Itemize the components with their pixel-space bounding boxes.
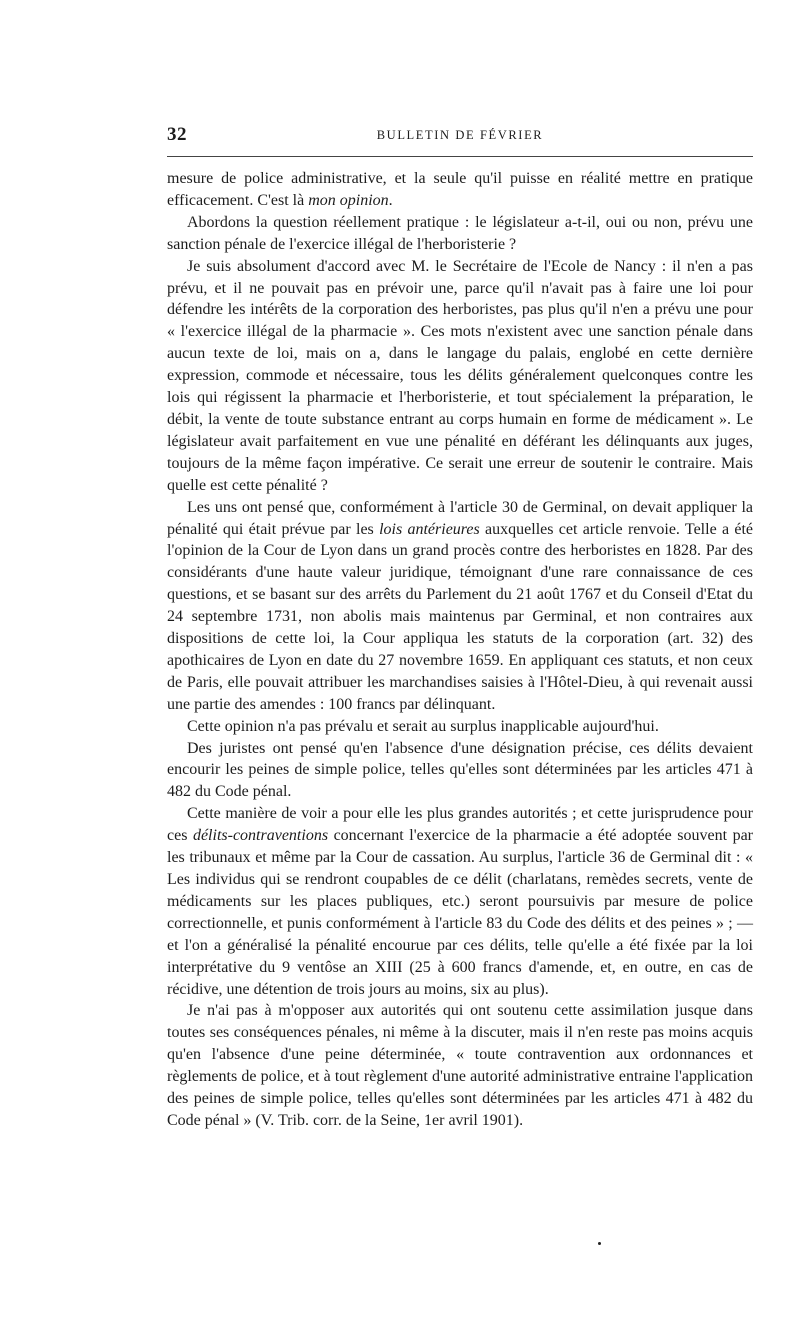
italic-text: délits-contraventions xyxy=(192,827,329,845)
header-rule xyxy=(167,156,753,157)
paragraph xyxy=(167,497,753,716)
paragraph xyxy=(167,212,753,256)
paragraph-text: Je suis absolument d'accord avec M. le Secrétaire de l'Ecole de Nancy : il n'en a pas prévu, et il ne pouvait pas en prévoir une, parce qu'il n'avait pas à faire une loi pour défendre les intérêts de la corporation des herboristes, pas plus qu'il n'en a prévu une pour « l'exercice illégal de la pharmacie ». Ces mots n'existent avec une sanction pénale dans aucun texte de loi, mais on a, dans le langage du palais, englobé en cette dernière expression, commode et nécessaire, tous les délits généralement quelconques contre les lois qui régissent la pharmacie et l'herboristerie, et tout spécialement la préparation, le débit, la vente de toute substance entrant au corps humain en forme de médicament ». Le législateur avait parfaitement en vue une pénalité en déférant les délinquants aux juges, toujours de la même façon impérative. Ce serait une erreur de soutenir le contraire. Mais quelle est cette pénalité ? xyxy=(167,257,753,494)
paragraph-text: Je n'ai pas à m'opposer aux autorités qui ont soutenu cette assimilation jusque dans toutes ses conséquences pénales, ni même à la discuter, mais il n'en reste pas moins acquis qu'en l'absence d'une peine déterminée, « toute contravention aux ordonnances et règlements de police, et à tout règlement d'une autorité administrative entraine l'application des peines de simple police, telles qu'elles sont déterminées par les articles 471 à 482 du Code pénal » (V. Trib. corr. de la Seine, 1er avril 1901). xyxy=(167,1002,753,1129)
italic-text: mon opinion xyxy=(308,191,389,209)
paragraph xyxy=(167,1000,753,1131)
paragraph-text: Cette opinion n'a pas prévalu et serait au surplus inapplicable aujourd'hui. xyxy=(187,717,659,735)
page-header xyxy=(167,124,753,152)
ink-dot xyxy=(598,1242,601,1245)
italic-text: lois antérieures xyxy=(379,520,480,538)
running-title: BULLETIN DE FÉVRIER xyxy=(376,128,544,142)
paragraph xyxy=(167,168,753,212)
paragraph-text: mesure de police administrative, et la seule qu'il puisse en réalité mettre en pratique efficacement. C'est là xyxy=(167,170,753,209)
paragraph-text: Abordons la question réellement pratique : le législateur a-t-il, oui ou non, prévu une sanction pénale de l'exercice illégal de l'herboristerie ? xyxy=(167,213,753,253)
paragraph xyxy=(167,256,753,497)
paragraph-text: auxquelles cet article renvoie. Telle a été l'opinion de la Cour de Lyon dans un grand procès contre des herboristes en 1828. Par des considérants d'une haute valeur juridique, témoignant d'une rare connaissance de ces questions, et se basant sur des arrêts du Parlement du 21 août 1767 et du Conseil d'Etat du 24 septembre 1731, non abolis mais maintenus par Germinal, et non contraires aux dispositions de cette loi, la Cour appliqua les statuts de la corporation (art. 32) des apothicaires de Lyon en date du 27 novembre 1659. En appliquant ces statuts, et non ceux de Paris, elle pouvait attribuer les marchandises saisies à l'Hôtel-Dieu, à qui revenait aussi une partie des amendes : 100 francs par délinquant. xyxy=(167,520,753,713)
paragraph xyxy=(167,803,753,1000)
paragraph-text: . xyxy=(388,191,393,209)
paragraph xyxy=(167,738,753,804)
paragraph xyxy=(167,716,753,738)
page-number: 32 xyxy=(167,124,187,145)
paragraph-text: Des juristes ont pensé qu'en l'absence d'une désignation précise, ces délits devaient encourir les peines de simple police, telles qu'elles sont déterminées par les articles 471 à 482 du Code pénal. xyxy=(167,739,753,801)
body-text xyxy=(167,168,753,1132)
paragraph-text: Cette manière de voir a pour elle les plus grandes autorités ; et cette jurisprudence pour ces xyxy=(167,805,753,845)
paragraph-text: concernant l'exercice de la pharmacie a été adoptée souvent par les tribunaux et même par la Cour de cassation. Au surplus, l'article 36 de Germinal dit : « Les individus qui se rendront coupables de ce délit (charlatans, remèdes secrets, vente de médicaments sur les places publiques, etc.) seront poursuivis par mesure de police correctionnelle, et punis conformément à l'article 83 du Code des délits et des peines » ; — et l'on a généralisé la pénalité encourue par ces délits, telle qu'elle a été fixée par la loi interprétative du 9 ventôse an XIII (25 à 600 francs d'amende, et, en outre, en cas de récidive, une détention de trois jours au moins, six au plus). xyxy=(167,827,753,998)
paragraph-text: Les uns ont pensé que, conformément à l'article 30 de Germinal, on devait appliquer la pénalité qui était prévue par les xyxy=(167,498,753,538)
